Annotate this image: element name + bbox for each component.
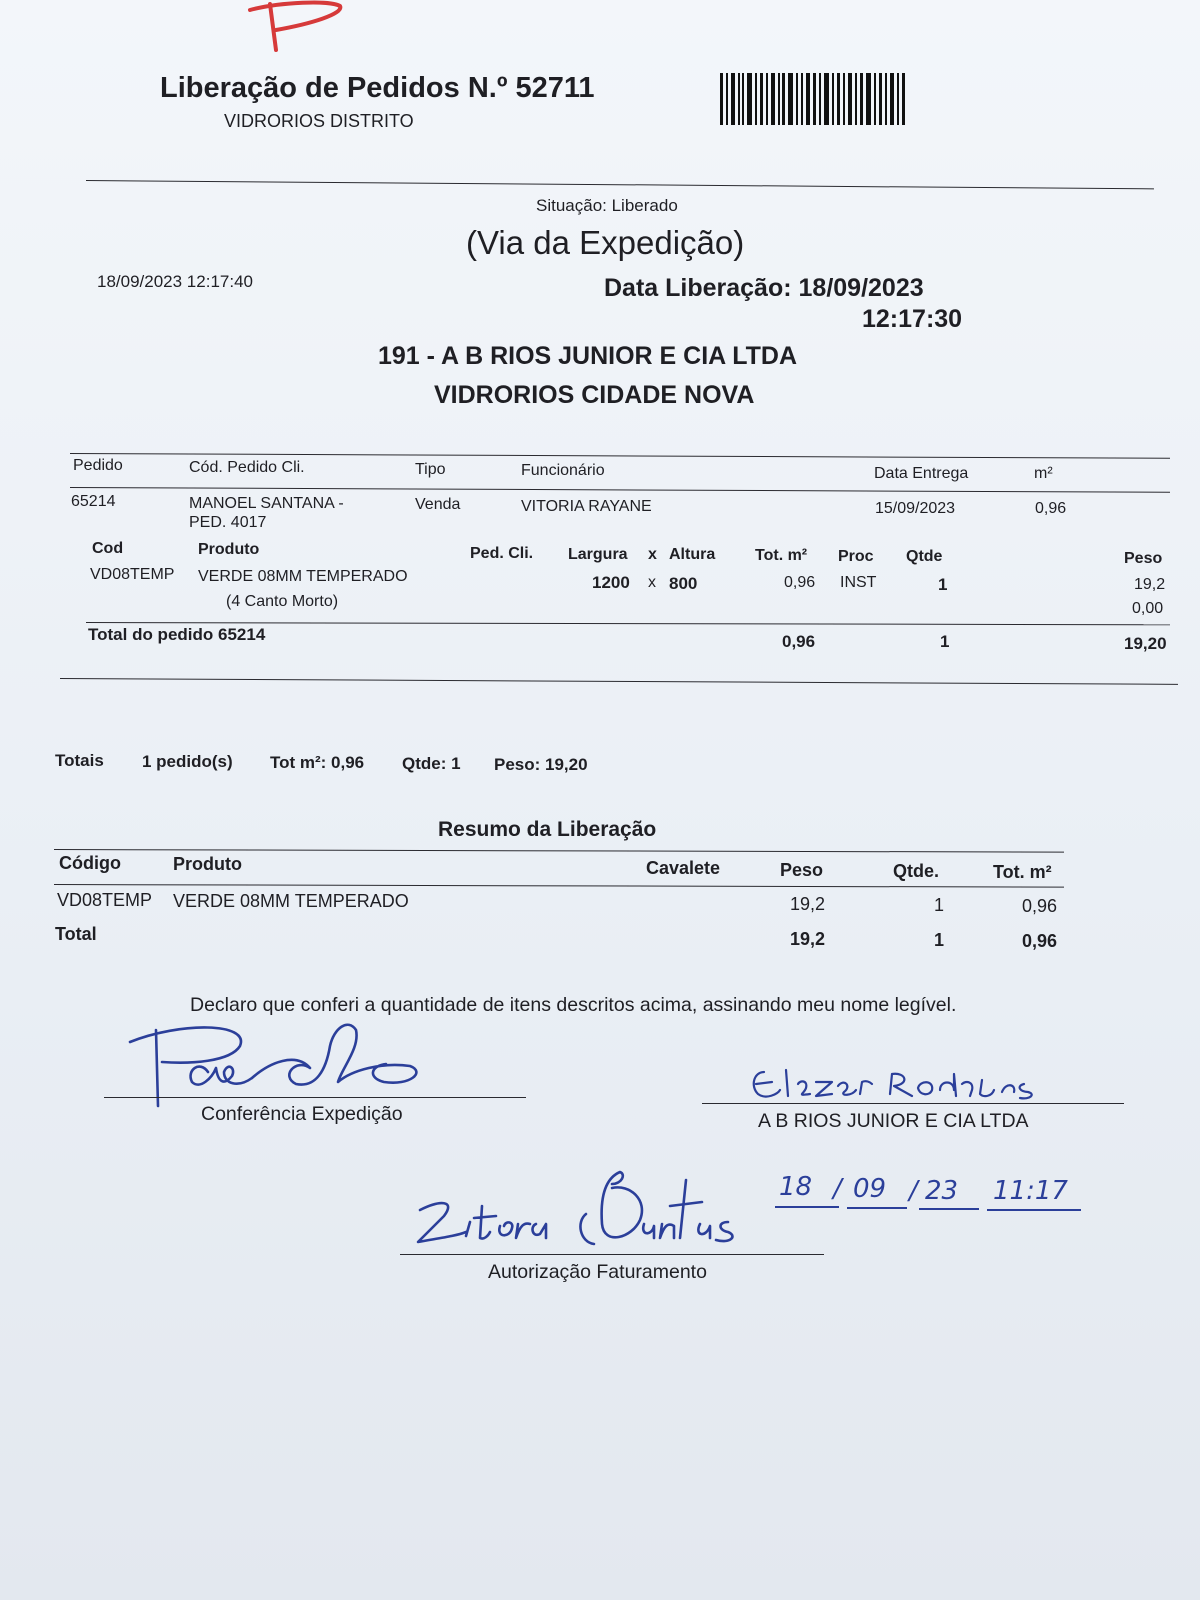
totals-orders: 1 pedido(s) [142, 752, 233, 771]
copy-label: (Via da Expedição) [466, 224, 745, 261]
item-note: (4 Canto Morto) [226, 593, 339, 610]
item-x-sign: x [648, 574, 656, 591]
order-m2: 0,96 [1035, 500, 1067, 517]
order-number: 65214 [71, 493, 116, 510]
item-weight: 19,2 [1134, 576, 1166, 593]
col-pedido-header: Pedido [73, 457, 123, 474]
order-table-header-rule [70, 487, 1170, 493]
employee-name: VITORIA RAYANE [521, 498, 652, 515]
caption-autorizacao: Autorização Faturamento [488, 1261, 707, 1283]
order-table-bottom-rule [60, 678, 1178, 685]
client-order-code-line1: MANOEL SANTANA - [189, 495, 344, 512]
order-total-weight: 19,20 [1124, 634, 1167, 653]
item-product: VERDE 08MM TEMPERADO [198, 568, 408, 585]
signature-line-conferencia [104, 1097, 526, 1098]
summary-qtde-header: Qtde. [893, 861, 940, 881]
signature-autorizacao [400, 1166, 760, 1256]
handwritten-date-month: 09 [853, 1174, 887, 1204]
item-produto-header: Produto [198, 541, 260, 558]
summary-peso-header: Peso [780, 860, 824, 880]
signature-line-client [702, 1103, 1124, 1104]
item-altura-header: Altura [669, 546, 716, 563]
item-width: 1200 [592, 573, 630, 592]
barcode [720, 73, 908, 125]
item-quantity: 1 [938, 575, 948, 594]
order-total-qtde: 1 [940, 632, 950, 651]
signature-line-autorizacao [400, 1254, 824, 1255]
item-cod-header: Cod [92, 540, 124, 557]
client-name: 191 - A B RIOS JUNIOR E CIA LTDA [378, 342, 798, 370]
col-m2-header: m² [1034, 465, 1053, 482]
header-divider [86, 180, 1154, 189]
item-tot-m2-header: Tot. m² [755, 547, 808, 564]
summary-total-qtde: 1 [934, 930, 945, 950]
item-qtde-header: Qtde [906, 548, 943, 565]
summary-title: Resumo da Liberação [438, 818, 657, 841]
item-total-m2: 0,96 [784, 574, 816, 591]
totals-label: Totais [55, 751, 104, 770]
caption-conferencia: Conferência Expedição [201, 1103, 403, 1125]
summary-row-weight: 19,2 [790, 894, 826, 914]
item-proc-header: Proc [838, 548, 874, 565]
col-tipo-header: Tipo [415, 461, 446, 478]
summary-total-label: Total [55, 924, 97, 944]
item-peso-header: Peso [1124, 550, 1163, 567]
handwritten-date [775, 1172, 1081, 1212]
summary-row-qtde: 1 [934, 895, 945, 915]
summary-total-m2: 0,96 [1022, 931, 1058, 951]
summary-total-weight: 19,2 [790, 929, 826, 949]
item-x-header: x [648, 546, 657, 563]
order-type: Venda [415, 496, 461, 513]
delivery-date: 15/09/2023 [875, 500, 956, 517]
col-funcionario-header: Funcionário [521, 462, 605, 479]
col-cod-pedido-cli-header: Cód. Pedido Cli. [189, 459, 305, 476]
summary-row-m2: 0,96 [1022, 896, 1058, 916]
handwritten-date-time: 11:17 [993, 1176, 1068, 1206]
totals-m2: Tot m²: 0,96 [270, 753, 365, 772]
printed-timestamp: 18/09/2023 12:17:40 [97, 272, 253, 291]
summary-cavalete-header: Cavalete [646, 858, 721, 878]
release-date: Data Liberação: 18/09/2023 [604, 274, 924, 302]
col-data-entrega-header: Data Entrega [874, 465, 969, 482]
handwritten-date-year: 23 [925, 1176, 959, 1206]
summary-header-rule [54, 884, 1064, 888]
order-total-label: Total do pedido 65214 [88, 625, 266, 644]
summary-produto-header: Produto [173, 854, 242, 874]
totals-weight: Peso: 19,20 [494, 755, 588, 774]
handwritten-date-sep1: / [833, 1174, 842, 1204]
summary-top-rule [54, 849, 1064, 853]
document-title: Liberação de Pedidos N.º 52711 [160, 72, 595, 104]
summary-tot-m2-header: Tot. m² [993, 862, 1052, 882]
handwritten-date-day: 18 [779, 1172, 813, 1202]
item-ped-cli-header: Ped. Cli. [470, 545, 534, 562]
handwritten-mark-p [240, 0, 360, 60]
item-weight-extra: 0,00 [1132, 600, 1164, 617]
handwritten-date-sep2: / [909, 1176, 918, 1206]
totals-qtde: Qtde: 1 [402, 754, 461, 773]
item-height: 800 [669, 574, 698, 593]
client-order-code-line2: PED. 4017 [189, 514, 267, 531]
release-time: 12:17:30 [862, 305, 963, 333]
company-name: VIDRORIOS DISTRITO [224, 111, 414, 131]
order-table-top-rule [70, 453, 1170, 459]
summary-row-code: VD08TEMP [57, 890, 153, 910]
item-process: INST [840, 574, 877, 591]
client-branch: VIDRORIOS CIDADE NOVA [434, 381, 755, 409]
status-text: Situação: Liberado [536, 196, 678, 215]
order-total-m2: 0,96 [782, 632, 816, 651]
item-largura-header: Largura [568, 546, 628, 563]
summary-row-product: VERDE 08MM TEMPERADO [173, 891, 409, 911]
summary-codigo-header: Código [59, 853, 121, 873]
caption-client: A B RIOS JUNIOR E CIA LTDA [758, 1110, 1029, 1132]
declaration-text: Declaro que conferi a quantidade de itens descritos acima, assinando meu nome legível. [190, 994, 957, 1016]
item-code: VD08TEMP [90, 566, 175, 583]
